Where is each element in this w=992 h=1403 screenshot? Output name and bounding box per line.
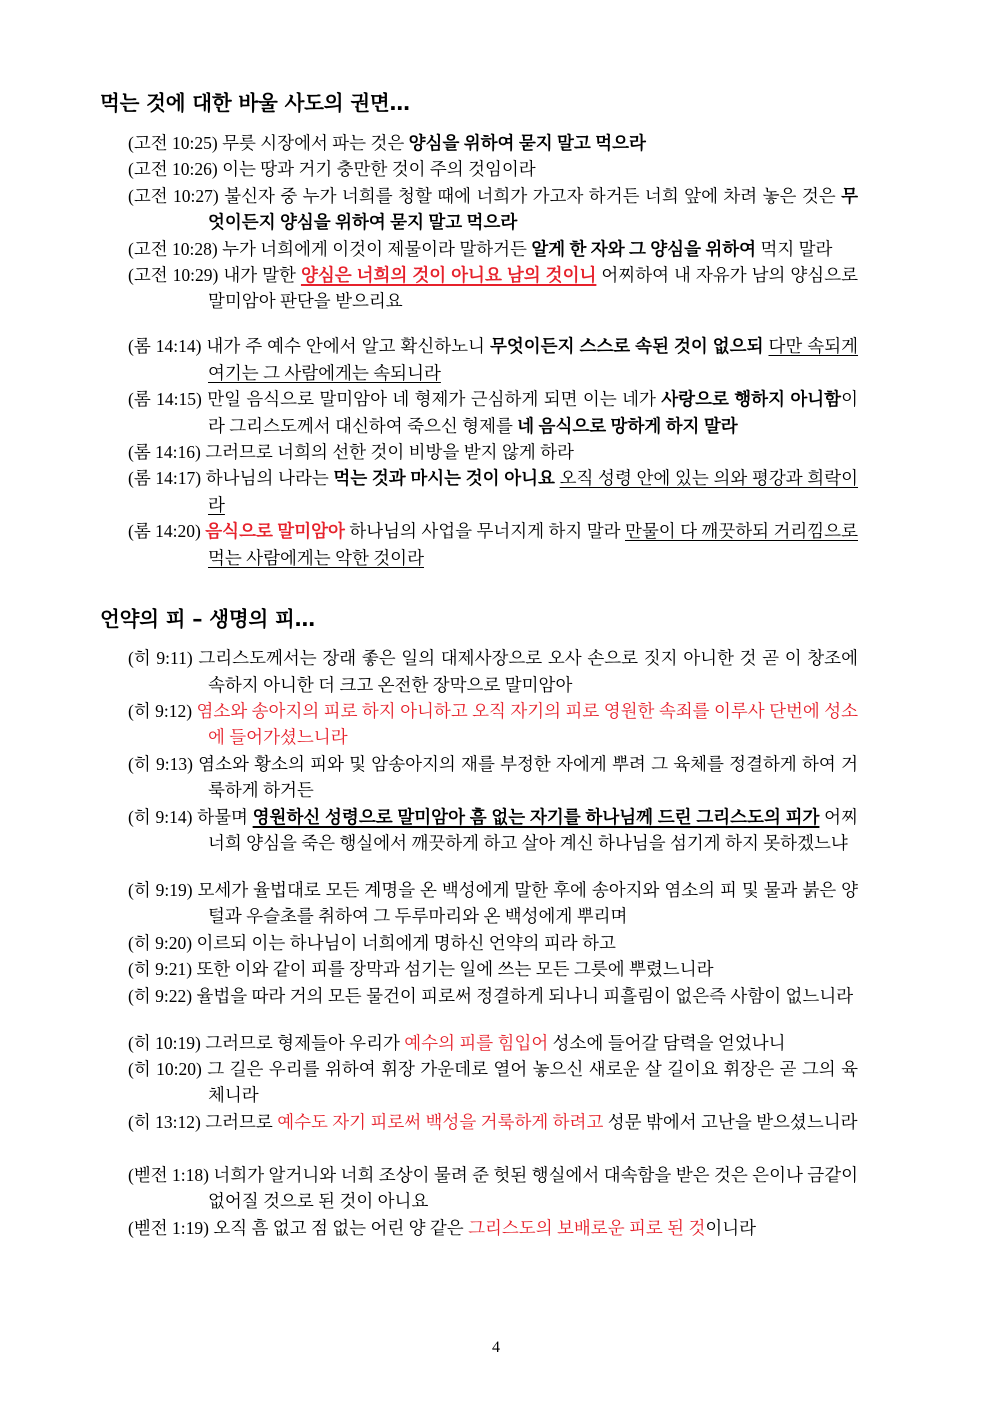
page-content [100,89,858,1241]
verse-reference: (고전 10:25) [128,133,218,153]
verse-text: 율법을 따라 거의 모든 물건이 피로써 정결하게 되나니 피흘림이 없은즉 사함이 없느니라 [196,985,854,1006]
verse-text: 염소와 황소의 피와 및 암송아지의 재를 부정한 자에게 뿌려 그 육체를 정결하게 하여 거룩하게 하거든 [198,753,858,801]
verse-reference: (히 9:21) [128,959,193,980]
verse [128,1162,858,1215]
verse [128,804,858,857]
verse-text: 내가 주 예수 안에서 알고 확신하노니 [206,336,490,357]
verse-reference: (히 13:12) [128,1111,201,1132]
verse-text: 그 길은 우리를 위하여 휘장 가운데로 열어 놓으신 새로운 살 길이요 휘장은 곧 그의 육체니라 [207,1058,858,1106]
verse-text: 그러므로 형제들아 우리가 [205,1032,405,1053]
verse-reference: (롬 14:17) [128,468,202,489]
verse [128,645,858,698]
verse [128,983,858,1009]
verse-text: 하물며 [197,806,253,827]
verse-text: 모세가 율법대로 모든 계명을 온 백성에게 말한 후에 송아지와 염소의 피 및 물과 붉은 양털과 우슬초를 취하여 그 두루마리와 온 백성에게 뿌리며 [197,879,858,927]
section-covenant-blood [100,605,858,1241]
verse [128,386,858,439]
verse [128,333,858,386]
verse-emphasis-text: 오직 성령 안에 있는 의와 평강과 희락이라 [208,468,859,515]
verse-emphasis-text: 알게 한 자와 그 양심을 위하여 [531,238,757,259]
verse-emphasis-text: 무엇이든지 스스로 속된 것이 없으되 [489,336,769,357]
verse-text: 어찌 너희 양심을 죽은 행실에서 깨끗하게 하고 살아 계신 하나님을 섬기게 하지 못하겠느냐 [208,806,858,853]
verse [128,930,858,956]
verse-emphasis-text: 다만 속되게 여기는 그 사람에게는 속되니라 [208,336,859,383]
verse-reference: (히 9:14) [128,806,193,827]
verse-reference: (벧전 1:18) [128,1164,209,1185]
verse [128,1030,858,1056]
verse [128,1056,858,1109]
verse-reference: (고전 10:26) [128,159,218,180]
verse-text: 이라 그리스도께서 대신하여 죽으신 형제를 [208,389,858,436]
verse [128,236,858,262]
verse-emphasis-text: 양심은 너희의 것이 아니요 남의 것이니 [300,265,597,286]
verse-reference: (히 9:12) [128,700,193,721]
verse-text: 이는 땅과 거기 충만한 것이 주의 것임이라 [222,159,536,180]
verse [128,956,858,982]
verse-reference: (벧전 1:19) [128,1217,209,1238]
verse-list [128,130,858,571]
verse-text: 그러므로 너희의 선한 것이 비방을 받지 않게 하라 [205,442,574,463]
verse-reference: (고전 10:27) [128,185,219,206]
verse [128,183,858,236]
verse-reference: (롬 14:16) [128,442,201,463]
verse [128,439,858,465]
verse-emphasis-text: 무엇이든지 양심을 위하여 묻지 말고 먹으라 [208,185,859,233]
page-number: 4 [492,1339,500,1356]
verse-emphasis-text: 네 음식으로 망하게 하지 말라 [517,415,738,436]
verse-text: 하나님의 나라는 [205,468,334,489]
verse-text: 어찌하여 내 자유가 남의 양심으로 말미암아 판단을 받으리요 [208,265,859,312]
verse-group [128,130,858,315]
verse-emphasis-text: 예수의 피를 힘입어 [404,1032,549,1053]
verse-group [128,1030,858,1136]
verse-group [128,333,858,571]
verse-text: 성문 밖에서 고난을 받으셨느니라 [603,1111,858,1132]
verse [128,262,858,315]
verse-text: 이니라 [705,1217,757,1238]
verse-text: 누가 너희에게 이것이 제물이라 말하거든 [222,238,532,259]
verse-text: 먹지 말라 [756,238,833,259]
verse-group [128,877,858,1009]
section-heading: 먹는 것에 대한 바울 사도의 권면… [100,91,410,115]
verse-emphasis-text: 만물이 다 깨끗하되 거리낌으로 먹는 사람에게는 악한 것이라 [208,521,858,568]
verse [128,1109,858,1135]
verse-reference: (고전 10:28) [128,238,218,259]
verse-emphasis-text: 염소와 송아지의 피로 하지 아니하고 오직 자기의 피로 영원한 속죄를 이루사 단번에 성소에 들어가셨느니라 [196,700,859,748]
verse-reference: (히 9:22) [128,985,193,1006]
verse [128,698,858,751]
verse-emphasis-text: 그리스도의 보배로운 피로 된 것 [468,1217,706,1238]
section-heading: 언약의 피 – 생명의 피… [100,607,315,632]
verse [128,751,858,804]
verse-text: 내가 말한 [223,265,301,286]
section-eating-exhortation [100,89,858,571]
verse-text: 만일 음식으로 말미암아 네 형제가 근심하게 되면 이는 네가 [207,389,662,410]
verse-group [128,1162,858,1241]
verse-list [128,645,858,1241]
verse-text: 성소에 들어갈 담력을 얻었나니 [548,1032,786,1053]
verse-text: 또한 이와 같이 피를 장막과 섬기는 일에 쓰는 모든 그릇에 뿌렸느니라 [196,959,714,980]
verse-text: 불신자 중 누가 너희를 청할 때에 너희가 가고자 하거든 너희 앞에 차려 놓은 것은 [224,185,842,206]
verse [128,518,858,571]
verse-reference: (히 9:19) [128,879,193,900]
verse-reference: (고전 10:29) [128,265,219,286]
verse-reference: (히 9:11) [128,648,193,669]
verse-emphasis-text: 사랑으로 행하지 아니함 [661,389,842,410]
verse [128,1215,858,1241]
verse [128,877,858,930]
verse [128,130,858,156]
verse-reference: (히 9:20) [128,932,193,953]
verse [128,156,858,182]
verse-text: 그리스도께서는 장래 좋은 일의 대제사장으로 오사 손으로 짓지 아니한 것 곧 이 창조에 속하지 아니한 더 크고 온전한 장막으로 말미암아 [198,648,858,695]
verse-text: 하나님의 사업을 무너지게 하지 말라 [344,521,625,542]
verse-emphasis-text: 먹는 것과 마시는 것이 아니요 [333,468,560,489]
verse-emphasis-text: 예수도 자기 피로써 백성을 거룩하게 하려고 [277,1111,604,1132]
verse-text: 오직 흠 없고 점 없는 어린 양 같은 [213,1217,469,1238]
verse-text: 그러므로 [205,1111,278,1132]
verse-reference: (히 9:13) [128,753,193,774]
verse-group [128,645,858,856]
verse-reference: (히 10:20) [128,1058,202,1079]
verse-emphasis-text: 양심을 위하여 묻지 말고 먹으라 [408,133,646,153]
verse-reference: (롬 14:15) [128,389,202,410]
verse [128,465,858,518]
verse-text: 이르되 이는 하나님이 너희에게 명하신 언약의 피라 하고 [196,932,616,953]
verse-text: 너희가 알거니와 너희 조상이 물려 준 헛된 행실에서 대속함을 받은 것은 은이나 금같이 없어질 것으로 된 것이 아니요 [208,1164,859,1212]
verse-reference: (롬 14:20) [128,521,201,542]
verse-reference: (히 10:19) [128,1032,201,1053]
verse-reference: (롬 14:14) [128,336,202,357]
verse-emphasis-text: 영원하신 성령으로 말미암아 흠 없는 자기를 하나님께 드린 그리스도의 피가 [252,806,820,827]
verse-text: 무릇 시장에서 파는 것은 [222,133,409,153]
verse-emphasis-text: 음식으로 말미암아 [205,521,345,542]
